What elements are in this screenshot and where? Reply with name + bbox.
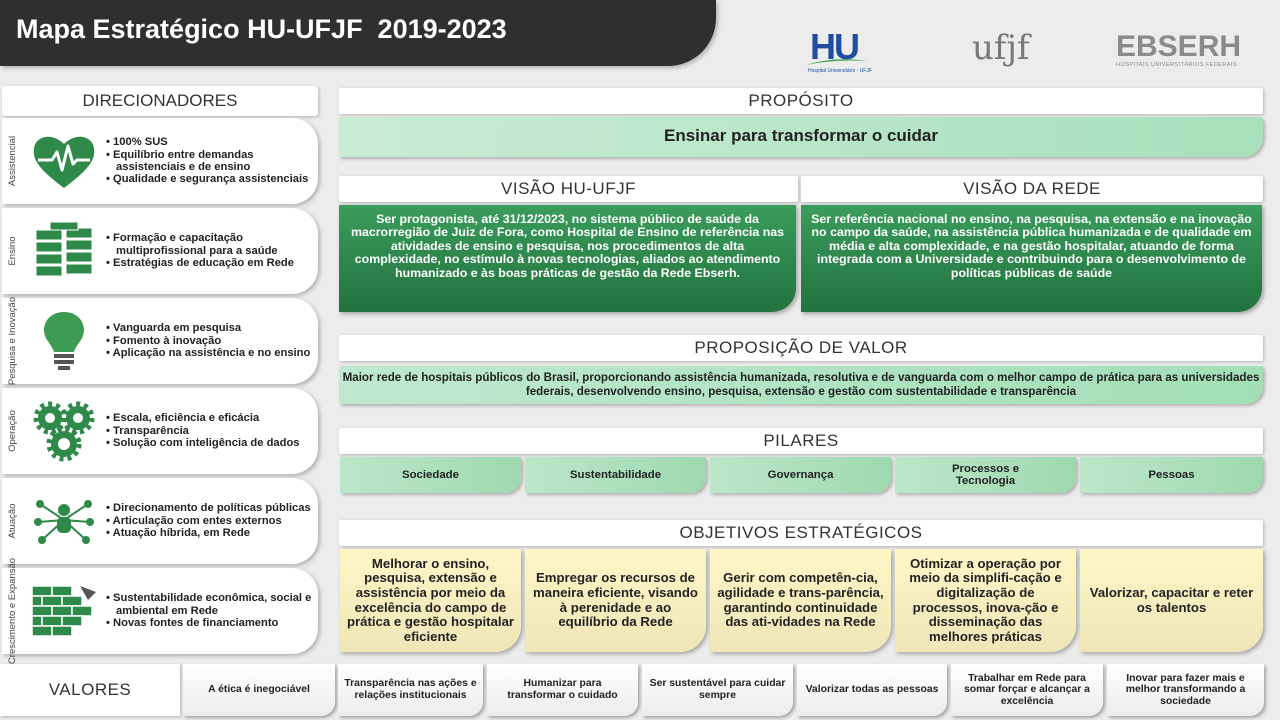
hu-logo: [800, 26, 876, 76]
pilares-header: PILARES: [339, 428, 1263, 454]
gears-icon: [30, 400, 98, 462]
objetivo-card: Melhorar o ensino, pesquisa, extensão e assistência por meio da excelência do campo de prática e gestão hospitalar eficiente: [340, 549, 521, 652]
title-bar: [0, 0, 716, 66]
direcionador-item: • Atuação híbrida, em Rede: [106, 527, 312, 539]
hu-logo-subtitle: Hospital Universitário - UFJF: [808, 68, 872, 74]
direcionador-card-operacao: [2, 388, 318, 474]
ebserh-logo-subtitle: HOSPITAIS UNIVERSITÁRIOS FEDERAIS: [1116, 62, 1237, 68]
direcionador-card-crescimento: [2, 557, 318, 665]
direcionador-category: Assistencial: [7, 135, 18, 187]
valor-card: Valorizar todas as pessoas: [797, 664, 947, 716]
direcionador-card-ensino: [2, 208, 318, 294]
direcionador-item: • Sustentabilidade econômica, social e ambiental em Rede: [106, 592, 312, 617]
direcionador-item: • Qualidade e segurança assistenciais: [106, 173, 312, 185]
objetivos-header: OBJETIVOS ESTRATÉGICOS: [339, 520, 1263, 546]
direcionadores-header: DIRECIONADORES: [2, 86, 318, 116]
lightbulb-icon: [30, 310, 98, 372]
hu-logo-text: HU: [810, 26, 858, 67]
valor-card: Transparência nas ações e relações institucionais: [338, 664, 483, 716]
direcionador-category: Ensino: [7, 236, 18, 266]
direcionador-category: Operação: [7, 410, 18, 452]
valores-header: VALORES: [0, 664, 180, 716]
direcionador-category: Crescimento e Expansão: [7, 557, 18, 665]
direcionador-item: • Novas fontes de financiamento: [106, 617, 312, 629]
direcionador-item: • Articulação com entes externos: [106, 515, 312, 527]
direcionador-card-assistencial: [2, 118, 318, 204]
direcionador-item: • Transparência: [106, 425, 312, 437]
direcionador-item: • Formação e capacitação multiprofissional para a saúde: [106, 232, 312, 257]
ufjf-logo: ufjf: [972, 28, 1030, 68]
direcionador-item: • Estratégias de educação em Rede: [106, 257, 312, 269]
network-people-icon: [30, 490, 98, 552]
hu-swoosh-icon: [804, 58, 870, 66]
visao-hu-header: VISÃO HU-UFJF: [339, 176, 798, 202]
direcionador-card-atuacao: [2, 478, 318, 564]
objetivo-card: Valorizar, capacitar e reter os talentos: [1080, 549, 1263, 652]
objetivo-card: Empregar os recursos de maneira eficiente, visando à perenidade e ao equilíbrio da Rede: [525, 549, 706, 652]
pilar-sustentabilidade: Sustentabilidade: [525, 457, 706, 493]
direcionador-item: • Vanguarda em pesquisa: [106, 322, 312, 334]
proposicao-valor-header: PROPOSIÇÃO DE VALOR: [339, 335, 1263, 361]
valor-card: Inovar para fazer mais e melhor transformando a sociedade: [1107, 664, 1264, 716]
objetivo-card: Gerir com competên-cia, agilidade e trans-parência, garantindo continuidade das ati-vidades na Rede: [710, 549, 891, 652]
proposicao-valor-text: Maior rede de hospitais públicos do Brasil, proporcionando assistência humanizada, resolutiva e de vanguarda com o melhor campo de prática para as universidades federais, desenvolvendo ensino, pesquisa, extensão e gestão com sustentabilidade e transparência: [339, 366, 1263, 404]
direcionador-category: Pesquisa e Inovação: [7, 296, 18, 386]
proposito-header: PROPÓSITO: [339, 88, 1263, 114]
ebserh-logo: [1116, 32, 1241, 68]
visao-rede-header: VISÃO DA REDE: [801, 176, 1263, 202]
pilar-processos-tecnologia: Processos e Tecnologia: [895, 457, 1076, 493]
direcionador-item: • Equilíbrio entre demandas assistenciais e de ensino: [106, 149, 312, 174]
direcionador-item: • Direcionamento de políticas públicas: [106, 502, 312, 514]
direcionador-item: • 100% SUS: [106, 136, 312, 148]
heart-pulse-icon: [30, 130, 98, 192]
brick-wall-icon: [30, 580, 98, 642]
visao-hu-text: Ser protagonista, até 31/12/2023, no sistema público de saúde da macrorregião de Juiz de Fora, como Hospital de Ensino de referência nas atividades de ensino e pesquisa, nos procedimentos de alta complexidade, no estímulo à novas tecnologias, aliados ao atendimento humanizado e às boas práticas de gestão da Rede Ebserh.: [339, 205, 796, 312]
valor-card: A ética é inegociável: [183, 664, 335, 716]
page-title: Mapa Estratégico HU-UFJF 2019-2023: [16, 14, 507, 44]
books-icon: [30, 220, 98, 282]
valor-card: Ser sustentável para cuidar sempre: [642, 664, 793, 716]
direcionador-item: • Solução com inteligência de dados: [106, 437, 312, 449]
direcionador-item: • Fomento à inovação: [106, 335, 312, 347]
direcionador-item: • Escala, eficiência e eficácia: [106, 412, 312, 424]
objetivo-card: Otimizar a operação por meio da simplifi-cação e digitalização de processos, inova-ção e disseminação das melhores práticas: [895, 549, 1076, 652]
pilar-governanca: Governança: [710, 457, 891, 493]
proposito-text: Ensinar para transformar o cuidar: [339, 117, 1263, 157]
pilar-pessoas: Pessoas: [1080, 457, 1263, 493]
valor-card: Trabalhar em Rede para somar forçar e alcançar a excelência: [951, 664, 1103, 716]
pilar-sociedade: Sociedade: [340, 457, 521, 493]
direcionador-category: Atuação: [7, 503, 18, 539]
visao-rede-text: Ser referência nacional no ensino, na pesquisa, na extensão e na inovação no campo da saúde, na assistência pública humanizada e de qualidade em média e alta complexidade, e na gestão hospitalar, atuando de forma integrada com a Universidade e contribuindo para o desenvolvimento de políticas públicas de saúde: [801, 205, 1262, 312]
direcionador-item: • Aplicação na assistência e no ensino: [106, 347, 312, 359]
valor-card: Humanizar para transformar o cuidado: [487, 664, 638, 716]
direcionador-card-pesquisa: [2, 298, 318, 384]
ebserh-logo-text: EBSERH: [1116, 30, 1242, 63]
